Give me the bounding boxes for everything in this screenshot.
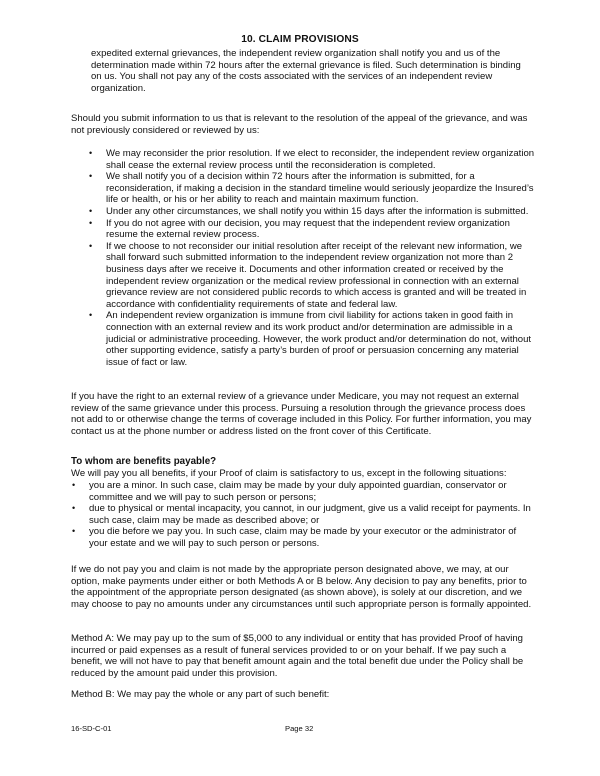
paragraph-medicare: If you have the right to an external review of a grievance under Medicare, you may not request an external review of the same grievance under this process. Pursuing a resolution through the grievance process does not add to or otherwise change the terms of coverage included in this Policy. For further information, you may contact us at the phone number or address listed on the front cover of this Certificate.: [71, 391, 532, 437]
benefits-bullet-list: [72, 480, 534, 550]
bullet-icon: •: [72, 526, 76, 537]
list-item: • We may reconsider the prior resolution. If we elect to reconsider, the independent review organization shall cease the external review process until the reconsideration is completed.: [89, 148, 535, 171]
bullet-icon: •: [89, 171, 93, 182]
list-item: • Under any other circumstances, we shall notify you within 15 days after the information is submitted.: [89, 205, 529, 217]
list-item: • If you do not agree with our decision, you may request that the independent review organization resume the external review process.: [89, 217, 510, 241]
reconsideration-bullet-list: [89, 148, 536, 368]
benefits-heading: To whom are benefits payable?: [71, 456, 217, 467]
bullet-icon: •: [89, 310, 93, 321]
bullet-icon: •: [89, 217, 93, 228]
list-item: • If we choose to not reconsider our initial resolution after receipt of the relevant new information, we shall forward such submitted information to the independent review organization not more than 2 business days after we receive it. Documents and other information created or received by the independent review organization or the medical review professional in connection with an external grievance review are not considered public records to which access is granted and will be treated in accordance with confidentiality requirements of state and federal law.: [89, 240, 527, 310]
list-item: • you die before we pay you. In such case, claim may be made by your executor or the administrator of your estate and we will pay to such person or persons.: [72, 526, 517, 549]
paragraph-submit-info: Should you submit information to us that is relevant to the resolution of the appeal of the grievance, and was not previously considered or reviewed by us:: [71, 113, 528, 136]
bullet-icon: •: [89, 240, 93, 251]
list-item: • We shall notify you of a decision within 72 hours after the information is submitted, for a reconsideration, if making a decision in the standard timeline would seriously jeopardize the Insured’s life or health, or his or her ability to reach and maintain maximum function.: [89, 171, 534, 206]
bullet-icon: •: [72, 480, 76, 490]
bullet-icon: •: [89, 205, 93, 216]
paragraph-benefits-intro: We will pay you all benefits, if your Proof of claim is satisfactory to us, except in the following situations:: [71, 468, 507, 479]
section-title: 10. CLAIM PROVISIONS: [241, 34, 359, 45]
paragraph-method-a: Method A: We may pay up to the sum of $5,000 to any individual or entity that has provided Proof of having incurred or paid expenses as a result of funeral services provided to or on your behalf. If we pay such a benefit, we will not have to pay that benefit amount again and the total benefit due under the Policy shall be reduced by the amount paid under this provision.: [71, 633, 524, 679]
paragraph-continued: expedited external grievances, the independent review organization shall notify you and us of the determination made within 72 hours after the external grievance is filed. Such determination is binding on us. You shall not pay any of the costs associated with the services of an independent review organization.: [91, 48, 521, 94]
paragraph-not-paid: If we do not pay you and claim is not made by the appropriate person designated above, we may, at our option, make payments under either or both Methods A or B below. Any decision to pay any benefits, prior to the appointment of the appropriate person designated (as shown above), is solely at our discretion, and we may choose to pay no amounts under any circumstances until such appropriate person is formally appointed.: [71, 564, 532, 610]
footer-page-number: Page 32: [285, 724, 314, 733]
list-item: • An independent review organization is immune from civil liability for actions taken in good faith in connection with an external review and its work product and/or determination are admissible in a judicial or administrative proceeding. However, the work product and/or determination do not, without other supporting evidence, satisfy a party’s burden of proof or persuasion concerning any material issue of fact or law.: [89, 310, 532, 368]
bullet-icon: •: [72, 503, 76, 514]
paragraph-method-b: Method B: We may pay the whole or any part of such benefit:: [71, 689, 330, 700]
list-item: • you are a minor. In such case, claim may be made by your duly appointed guardian, conservator or committee and we will pay to such person or persons;: [72, 480, 507, 503]
footer-form-number: 16-SD-C-01: [71, 724, 112, 733]
list-item: • due to physical or mental incapacity, you cannot, in our judgment, give us a valid receipt for payments. In such case, claim may be made as described above; or: [72, 503, 531, 526]
bullet-icon: •: [89, 148, 93, 158]
